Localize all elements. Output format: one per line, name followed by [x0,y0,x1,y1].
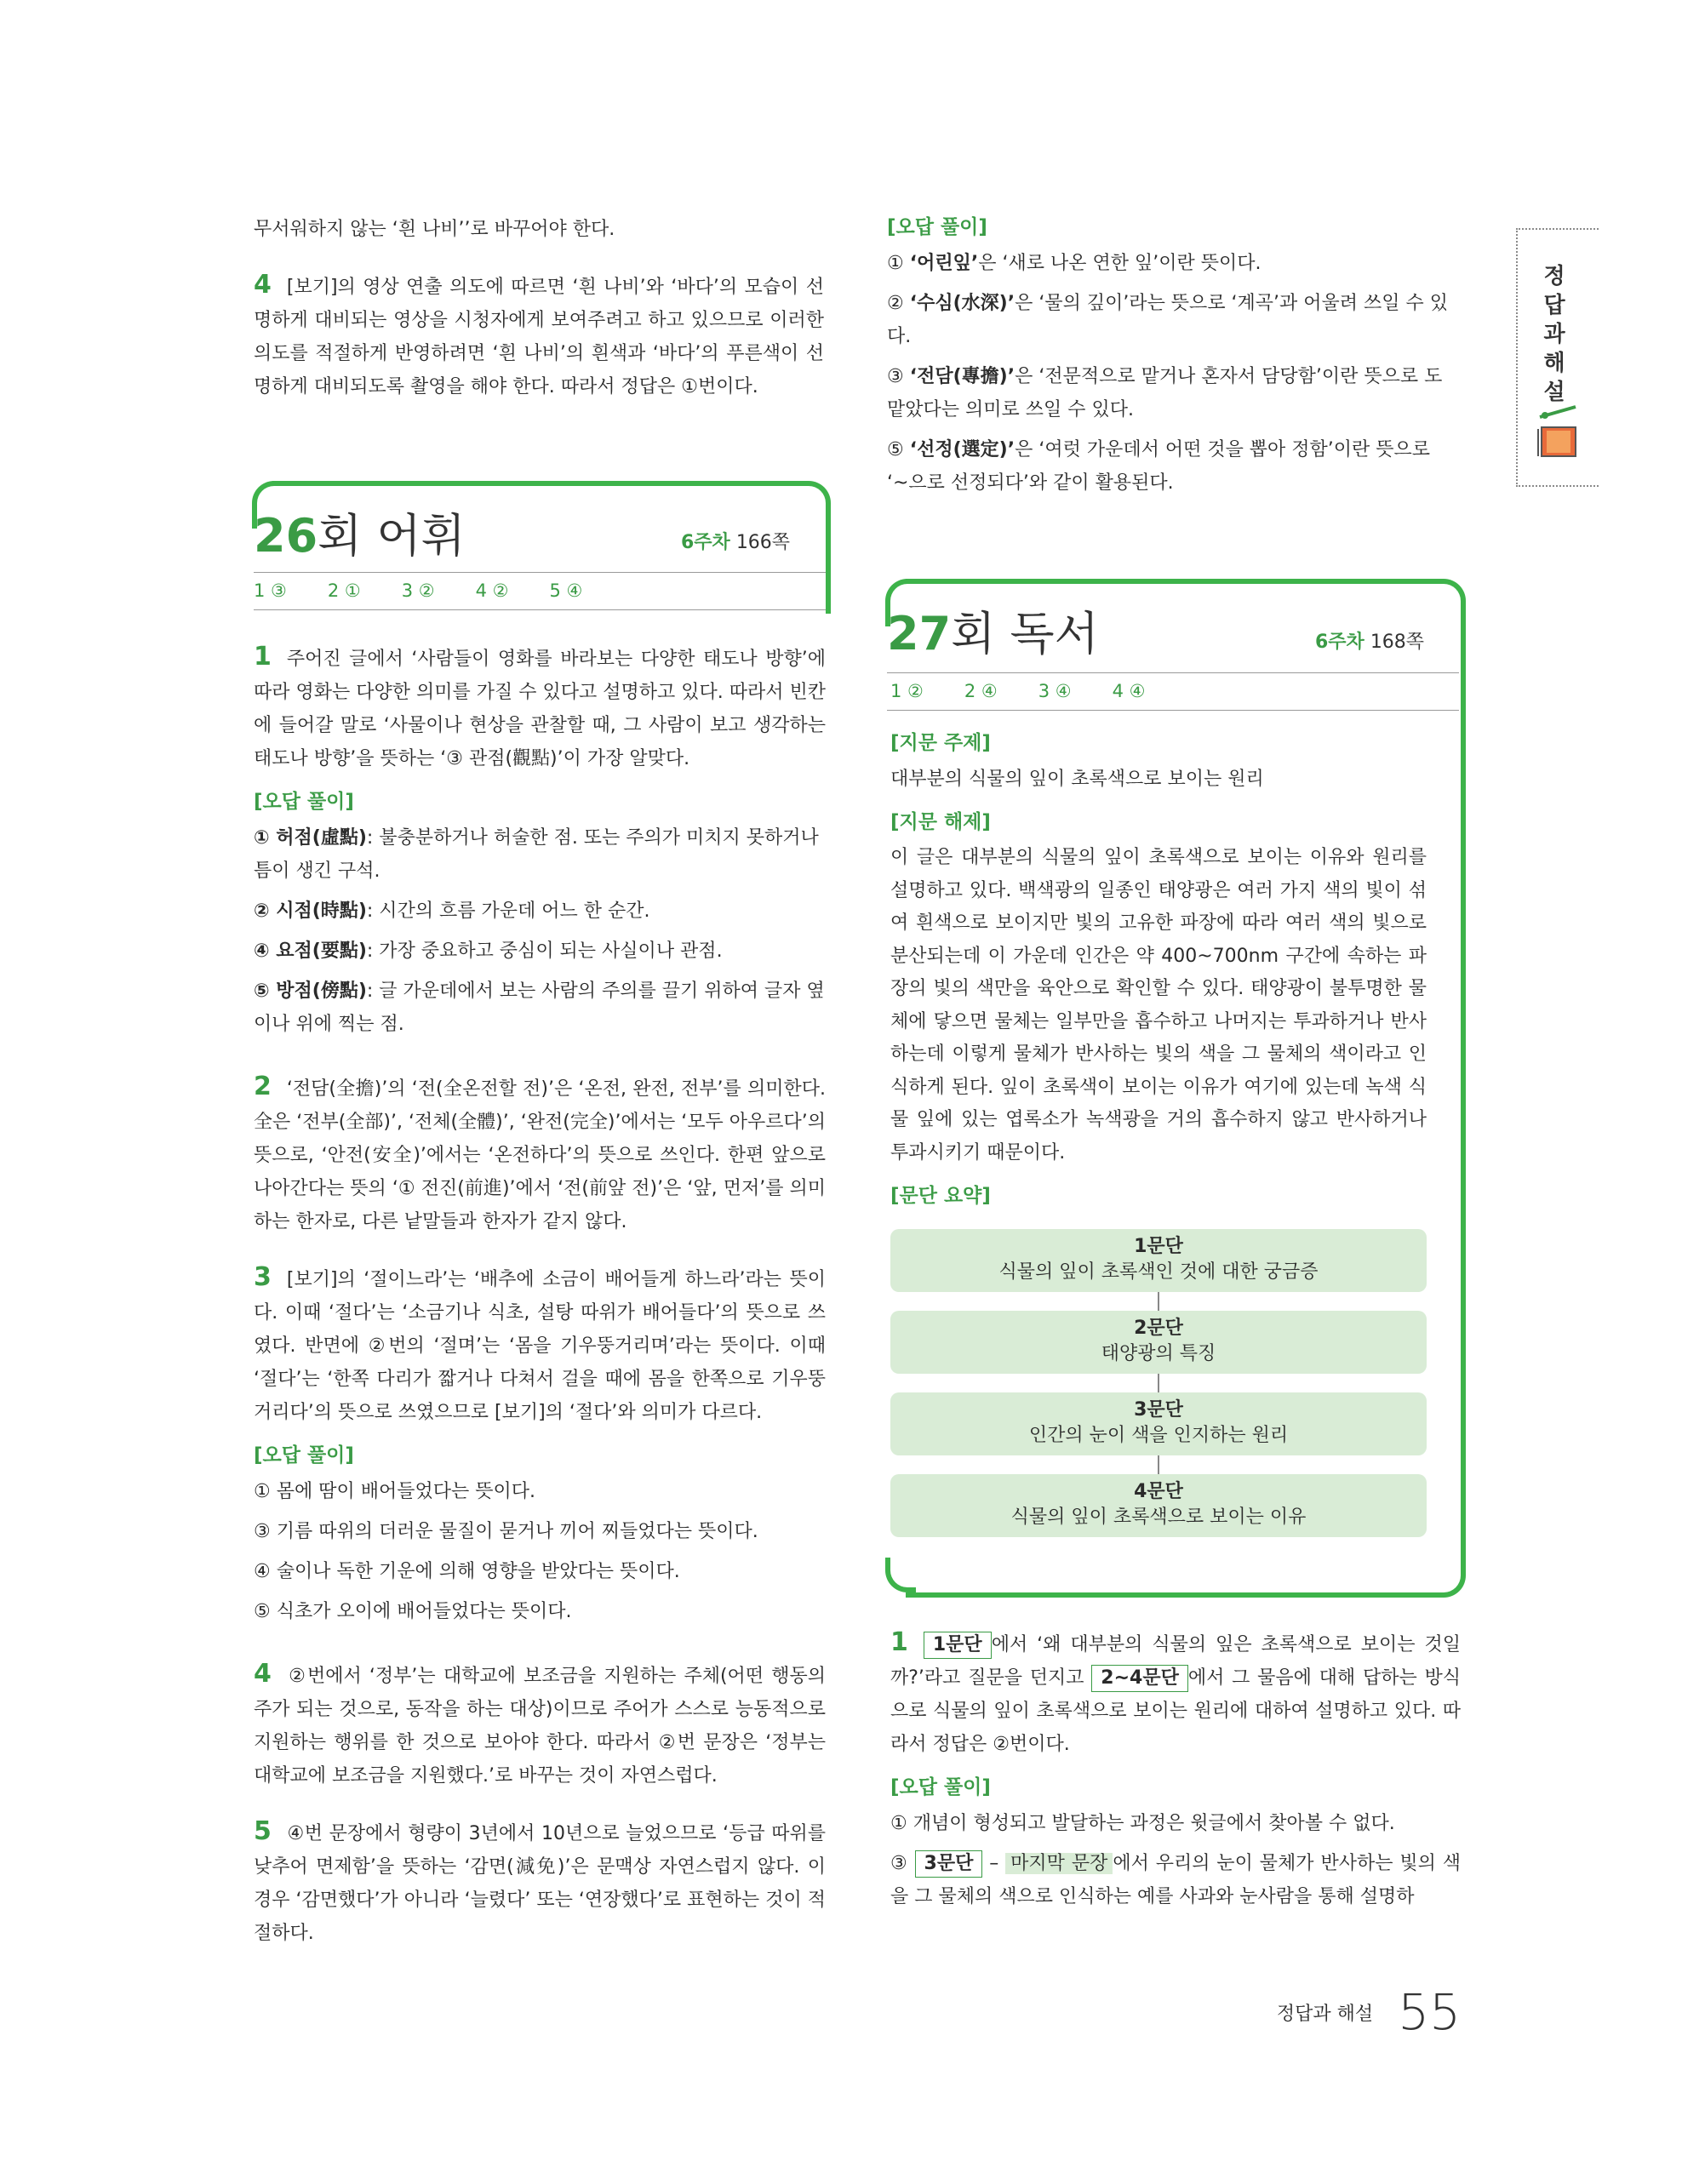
intro-line: 무서워하지 않는 ‘흰 나비’’로 바꾸어야 한다. [254,219,615,240]
sec26-q3-wrong-1: ① 몸에 땀이 배어들었다는 뜻이다. [254,1481,535,1502]
sec26-q1-wrong-label: [오답 풀이] [254,791,354,813]
sec27-rule-2 [887,710,1459,711]
sec26-q3: 3 [보기]의 ‘절이느라’는 ‘배추에 소금이 배어들게 하느라’라는 뜻이다. 이때 ‘절다’는 ‘소금기나 식초, 설탕 따위가 배어들다’의 뜻으로 쓰였다. 반면에 ②번의 ‘절며’는 ‘몸을 기우뚱거리며’라는 뜻이다. 이때 ‘절다’는 ‘한쪽 다리가 짧거나 다쳐서 걸을 때에 몸을 한쪽으로 기우뚱거리다’의 뜻으로 쓰였으므로 [보기]의 ‘절다’와 의미가 다르다. [254,1262,826,1423]
sec26-rule [254,572,826,573]
sec27-topic: 대부분의 식물의 잎이 초록색으로 보이는 원리 [890,769,1264,790]
side-tab-label: 정답과 해설 [1543,264,1565,405]
sec26-q3-wrong-4: ⑤ 식초가 오이에 배어들었다는 뜻이다. [254,1601,572,1622]
book-pen-icon [1536,400,1582,460]
right-top-wrong-label: [오답 풀이] [887,216,987,238]
sec27-summary-label: [문단 요약] [890,1185,991,1207]
sec27-topic-label: [지문 주제] [890,732,991,754]
sec27-q1-wrong-label: [오답 풀이] [890,1776,991,1798]
sec27-frame-bottom-left [885,1558,916,1592]
sec27-explain-label: [지문 해제] [890,811,991,833]
sec26-q3-wrong-3: ④ 술이나 독한 기운에 의해 영향을 받았다는 뜻이다. [254,1561,680,1582]
sec27-answers: 1 ② 2 ④ 3 ④ 4 ④ [890,681,1146,701]
right-top-item-1: ① ‘어린잎’은 ‘새로 나온 연한 잎’이란 뜻이다. [887,253,1262,274]
footer-label: 정답과 해설 [1276,2003,1374,2025]
right-top-item-4: ⑤ ‘선정(選定)’은 ‘여럿 가운데서 어떤 것을 뽑아 정함’이란 뜻으로 ‘~으로 선정되다’와 같이 활용된다. [887,439,1431,494]
flow-connector [1158,1374,1159,1392]
sec27-explain: 이 글은 대부분의 식물의 잎이 초록색으로 보이는 이유와 원리를 설명하고 있다. 백색광의 일종인 태양광은 여러 가지 색의 빛이 섞여 흰색으로 보이지만 빛의 고유한 파장에 따라 여러 색의 빛으로 분산되는데 이 가운데 인간은 약 400~700nm 구간에 속하는 파장의 빛의 색만을 육안으로 확인할 수 있다. 태양광이 불투명한 물체에 닿으면 물체는 일부만을 흡수하고 나머지는 투과하거나 반사하는데 이렇게 물체가 반사하는 빛의 색을 그 물체의 색이라고 인식하게 된다. 잎이 초록색이 보이는 이유가 여기에 있는데 녹색 식물 잎에 있는 엽록소가 녹색광을 거의 흡수하지 않고 반사하거나 투과시키기 때문이다. [890,847,1427,1163]
sec26-q4: 4 ②번에서 ‘정부’는 대학교에 보조금을 지원하는 주체(어떤 행동의 주가 되는 것으로, 동작을 하는 대상)이므로 주어가 스스로 능동적으로 지원하는 행위를 한 것으로 보아야 한다. 따라서 ②번 문장은 ‘정부는 대학교에 보조금을 지원했다.’로 바꾸는 것이 자연스럽다. [254,1659,826,1787]
side-index-tab [1516,228,1599,487]
sec27-q1: 1 1문단 에서 ‘왜 대부분의 식물의 잎은 초록색으로 보이는 것일까?’라고 질문을 던지고 2~4문단 에서 그 물음에 대해 답하는 방식으로 식물의 잎이 초록색으로 보이는 원리에 대하여 설명하고 있다. 따라서 정답은 ②번이다. [890,1627,1461,1755]
sec27-title: 27회 독서 [887,607,1099,660]
sec26-title: 26회 어휘 [254,509,466,563]
right-top-item-3: ③ ‘전담(專擔)’은 ‘전문적으로 맡거나 혼자서 담당함’이란 뜻으로 도맡았다는 의미로 쓰일 수 있다. [887,366,1443,420]
left-top-block [254,213,824,403]
flow-box-2: 2문단 태양광의 특징 [890,1311,1427,1374]
sec26-q1-wrong-4: ⑤ 방점(傍點): 글 가운데에서 보는 사람의 주의를 끌기 위하여 글자 옆이나 위에 찍는 점. [254,981,825,1035]
flow-box-4: 4문단 식물의 잎이 초록색으로 보이는 이유 [890,1474,1427,1537]
sec27-q1-wrong-1: ① 개념이 형성되고 발달하는 과정은 윗글에서 찾아볼 수 없다. [890,1813,1395,1834]
sec26-q2: 2 ‘전담(全擔)’의 ‘전(全온전할 전)’은 ‘온전, 완전, 전부’를 의미한다. 全은 ‘전부(全部)’, ‘전체(全體)’, ‘완전(完全)’에서는 ‘모두 아우르다’의 뜻으로, ‘안전(安全)’에서는 ‘온전하다’의 뜻으로 쓰인다. 한편 앞으로 나아간다는 뜻의 ‘① 전진(前進)’에서 ‘전(前앞 전)’은 ‘앞, 먼저’를 의미하는 한자로, 다른 낱말들과 한자가 같지 않다. [254,1072,826,1232]
sec26-q1-wrong-2: ② 시점(時點): 시간의 흐름 가운데 어느 한 순간. [254,900,650,922]
page-number: 55 [1398,1983,1461,2041]
flow-connector [1158,1455,1159,1474]
tag-paragraph-1: 1문단 [924,1632,992,1659]
tag-paragraph-3: 3문단 [915,1850,983,1878]
page-footer [1277,1983,1461,2041]
sec26-q3-wrong-2: ③ 기름 따위의 더러운 물질이 묻거나 끼어 찌들었다는 뜻이다. [254,1521,758,1542]
highlight-last-sentence: 마지막 문장 [1005,1853,1113,1874]
sec26-body [254,640,826,1950]
sec26-week: 6주차 166쪽 [681,532,791,553]
sec26-q1-wrong-3: ④ 요점(要點): 가장 중요하고 중심이 되는 사실이나 관점. [254,940,723,962]
paragraph-summary-flow [890,1229,1427,1537]
sec27-week: 6주차 168쪽 [1315,632,1425,653]
sec26-q3-wrong-label: [오답 풀이] [254,1444,354,1466]
sec27-rule [887,672,1459,673]
sec26-rule-2 [254,609,826,610]
sec26-answers: 1 ③ 2 ① 3 ② 4 ② 5 ④ [254,580,583,601]
flow-box-1: 1문단 식물의 잎이 초록색인 것에 대한 궁금증 [890,1229,1427,1292]
sec26-q1-wrong-1: ① 허점(虛點): 불충분하거나 허술한 점. 또는 주의가 미치지 못하거나 틈이 생긴 구석. [254,827,819,882]
flow-connector [1158,1292,1159,1311]
right-top-item-2: ② ‘수심(水深)’은 ‘물의 깊이’라는 뜻으로 ‘계곡’과 어울려 쓰일 수 있다. [887,293,1449,347]
sec26-q1: 1 주어진 글에서 ‘사람들이 영화를 바라보는 다양한 태도나 방향’에 따라 영화는 다양한 의미를 가질 수 있다고 설명하고 있다. 따라서 빈칸에 들어갈 말로 ‘사물이나 현상을 관찰할 때, 그 사람이 보고 생각하는 태도나 방향’을 뜻하는 ‘③ 관점(觀點)’이 가장 알맞다. [254,642,826,769]
tag-paragraph-2-4: 2~4문단 [1091,1665,1188,1692]
sec27-q1-block [890,1626,1461,1913]
item-4-prev: 4 [보기]의 영상 연출 의도에 따르면 ‘흰 나비’와 ‘바다’의 모습이 선명하게 대비되는 영상을 시청자에게 보여주려고 하고 있으므로 이러한 의도를 적절하게 반영하려면 ‘흰 나비’의 흰색과 ‘바다’의 푸른색이 선명하게 대비되도록 촬영을 해야 한다. 따라서 정답은 ①번이다. [254,270,824,397]
sec26-q5: 5 ④번 문장에서 형량이 3년에서 10년으로 늘었으므로 ‘등급 따위를 낮추어 면제함’을 뜻하는 ‘감면(減免)’은 문맥상 자연스럽지 않다. 이 경우 ‘감면했다’가 아니라 ‘늘렸다’ 또는 ‘연장했다’로 표현하는 것이 적절하다. [254,1816,826,1944]
right-top-block [887,213,1457,506]
sec27-body [890,729,1427,1215]
flow-box-3: 3문단 인간의 눈이 색을 인지하는 원리 [890,1392,1427,1455]
sec27-q1-wrong-2: ③ 3문단 – 마지막 문장 에서 우리의 눈이 물체가 반사하는 빛의 색을 그 물체의 색으로 인식하는 예를 사과와 눈사람을 통해 설명하 [890,1847,1461,1913]
